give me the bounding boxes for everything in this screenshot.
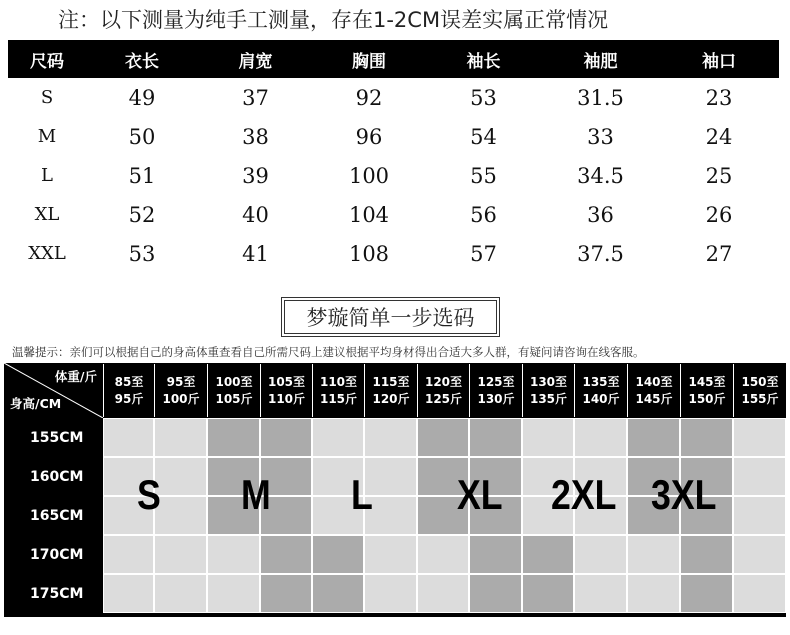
header-cell: 尺码 [8, 40, 86, 78]
grid-cell [154, 574, 207, 613]
grid-cell [417, 574, 469, 613]
header-cell: 袖肥 [542, 40, 659, 78]
grid-cell [574, 574, 627, 613]
value-cell: 40 [242, 202, 269, 227]
grid-cell [733, 418, 786, 457]
weight-range-line: 125至 [477, 374, 515, 389]
grid-cell [364, 535, 417, 574]
weight-range-line: 145至 [688, 374, 726, 389]
grid-cell [522, 574, 574, 613]
height-row-label: 160CM [30, 468, 84, 485]
value-cell: 49 [128, 85, 156, 110]
size-cell: L [41, 165, 53, 186]
weight-range-line: 135至 [582, 374, 620, 389]
size-cell: S [40, 87, 54, 108]
weight-range-line: 115至 [372, 374, 410, 389]
weight-range-line: 150至 [741, 374, 779, 389]
table-row [8, 78, 779, 117]
grid-cell [103, 574, 154, 613]
value-cell: 39 [242, 163, 269, 188]
weight-range-line: 85至 [114, 374, 144, 389]
table-row [8, 156, 779, 195]
grid-cell [154, 457, 207, 496]
value-cell: 104 [348, 202, 390, 227]
value-cell: 55 [470, 163, 497, 188]
weight-range-header [103, 364, 154, 417]
weight-range-line: 100至 [215, 374, 253, 389]
weight-range-line: 105至 [267, 374, 306, 389]
value-cell: 108 [348, 241, 390, 266]
grid-cell [207, 535, 260, 574]
grid-cell [312, 535, 364, 574]
header-cell: 衣长 [86, 40, 198, 78]
size-label: L [351, 471, 373, 518]
value-cell: 52 [128, 202, 156, 227]
weight-range-header [469, 364, 522, 417]
grid-cell [154, 535, 207, 574]
height-row-label: 175CM [30, 585, 84, 602]
value-cell: 26 [705, 202, 733, 227]
size-label: S [137, 471, 161, 518]
grid-cell [733, 574, 786, 613]
weight-range-header [627, 364, 680, 417]
weight-range-line: 135斤 [529, 391, 568, 406]
weight-range-header [417, 364, 469, 417]
value-cell: 36 [587, 202, 614, 227]
weight-range-header [522, 364, 574, 417]
size-guide-title-frame [281, 297, 500, 337]
value-cell: 23 [705, 85, 733, 110]
corner-height-label: 身高/CM [10, 396, 62, 411]
weight-range-line: 155斤 [741, 391, 779, 406]
size-label: XL [457, 471, 503, 518]
weight-range-line: 115斤 [319, 391, 358, 406]
size-cell: XL [34, 204, 60, 225]
grid-cell [260, 535, 312, 574]
height-row-label: 170CM [30, 546, 84, 563]
grid-cell [522, 418, 574, 457]
weight-range-line: 140斤 [582, 391, 620, 406]
value-cell: 34.5 [577, 163, 624, 188]
value-cell: 96 [355, 124, 383, 149]
value-cell: 38 [242, 124, 269, 149]
grid-cell [469, 418, 522, 457]
value-cell: 25 [705, 163, 733, 188]
weight-range-line: 130至 [529, 374, 568, 389]
value-cell: 37 [242, 85, 269, 110]
weight-range-line: 125斤 [424, 391, 463, 406]
weight-range-header [154, 364, 207, 417]
value-cell: 54 [470, 124, 497, 149]
weight-range-line: 140至 [635, 374, 673, 389]
value-cell: 53 [470, 85, 497, 110]
grid-cell [627, 535, 680, 574]
value-cell: 24 [705, 124, 733, 149]
weight-range-line: 110至 [319, 374, 358, 389]
measurement-table [8, 40, 779, 273]
grid-cell [260, 574, 312, 613]
table-row [8, 117, 779, 156]
grid-cell [469, 574, 522, 613]
size-label: 2XL [551, 471, 617, 518]
value-cell: 41 [242, 241, 269, 266]
weight-range-header [733, 364, 786, 417]
weight-range-header [312, 364, 364, 417]
size-guide-title: 梦璇简单一步选码 [284, 300, 497, 334]
weight-range-header [574, 364, 627, 417]
height-row-label: 165CM [30, 507, 84, 524]
header-cell: 肩宽 [198, 40, 313, 78]
weight-range-line: 105斤 [215, 391, 253, 406]
weight-range-line: 95斤 [114, 391, 144, 406]
value-cell: 51 [128, 163, 156, 188]
value-cell: 37.5 [577, 241, 624, 266]
weight-range-header [207, 364, 260, 417]
table-row [8, 195, 779, 234]
grid-cell [627, 574, 680, 613]
grid-cell [364, 574, 417, 613]
grid-cell [733, 457, 786, 496]
height-row-label: 155CM [30, 429, 84, 446]
grid-cell [312, 418, 364, 457]
grid-cell [207, 574, 260, 613]
size-cell: XXL [28, 243, 66, 264]
grid-cell [312, 574, 364, 613]
value-cell: 100 [348, 163, 390, 188]
weight-range-header [260, 364, 312, 417]
value-cell: 27 [705, 241, 733, 266]
grid-cell [260, 418, 312, 457]
value-cell: 33 [587, 124, 614, 149]
size-guide-grid [4, 363, 786, 617]
grid-cell [680, 418, 733, 457]
header-cell: 袖口 [659, 40, 779, 78]
weight-range-line: 95至 [166, 374, 196, 389]
grid-cell [154, 496, 207, 535]
grid-cell [574, 418, 627, 457]
measurement-table-header [8, 40, 779, 78]
grid-cell [680, 574, 733, 613]
value-cell: 57 [470, 241, 497, 266]
weight-range-line: 130斤 [477, 391, 515, 406]
weight-range-header [680, 364, 733, 417]
measurement-note: 注：以下测量为纯手工测量，存在1-2CM误差实属正常情况 [58, 8, 609, 32]
size-cell: M [37, 126, 57, 147]
corner-weight-label: 体重/斤 [54, 369, 97, 384]
value-cell: 31.5 [577, 85, 624, 110]
size-label: 3XL [651, 471, 717, 518]
grid-cell [417, 535, 469, 574]
value-cell: 53 [128, 241, 156, 266]
value-cell: 56 [470, 202, 497, 227]
weight-range-header [364, 364, 417, 417]
grid-cell [103, 535, 154, 574]
grid-cell [627, 418, 680, 457]
weight-range-line: 110斤 [267, 391, 306, 406]
weight-range-line: 120斤 [372, 391, 410, 406]
weight-range-line: 145斤 [635, 391, 673, 406]
header-cell: 袖长 [425, 40, 542, 78]
grid-cell [522, 535, 574, 574]
weight-range-line: 100斤 [162, 391, 200, 406]
size-label: M [241, 471, 271, 518]
weight-range-line: 120至 [424, 374, 463, 389]
grid-cell [574, 535, 627, 574]
grid-cell [680, 535, 733, 574]
grid-cell [364, 418, 417, 457]
grid-corner [4, 363, 103, 418]
size-tip: 温馨提示：亲们可以根据自己的身高体重查看自己所需尺码上建议根据平均身材得出合适大多人群，有疑问请咨询在线客服。 [12, 345, 645, 359]
table-row [8, 234, 779, 273]
grid-cell [733, 535, 786, 574]
value-cell: 50 [128, 124, 156, 149]
grid-cell [469, 535, 522, 574]
weight-range-line: 150斤 [688, 391, 726, 406]
header-cell: 胸围 [313, 40, 425, 78]
grid-cell [207, 418, 260, 457]
grid-cell [103, 418, 154, 457]
value-cell: 92 [355, 85, 383, 110]
grid-cell [417, 418, 469, 457]
grid-cell [733, 496, 786, 535]
grid-cell [154, 418, 207, 457]
